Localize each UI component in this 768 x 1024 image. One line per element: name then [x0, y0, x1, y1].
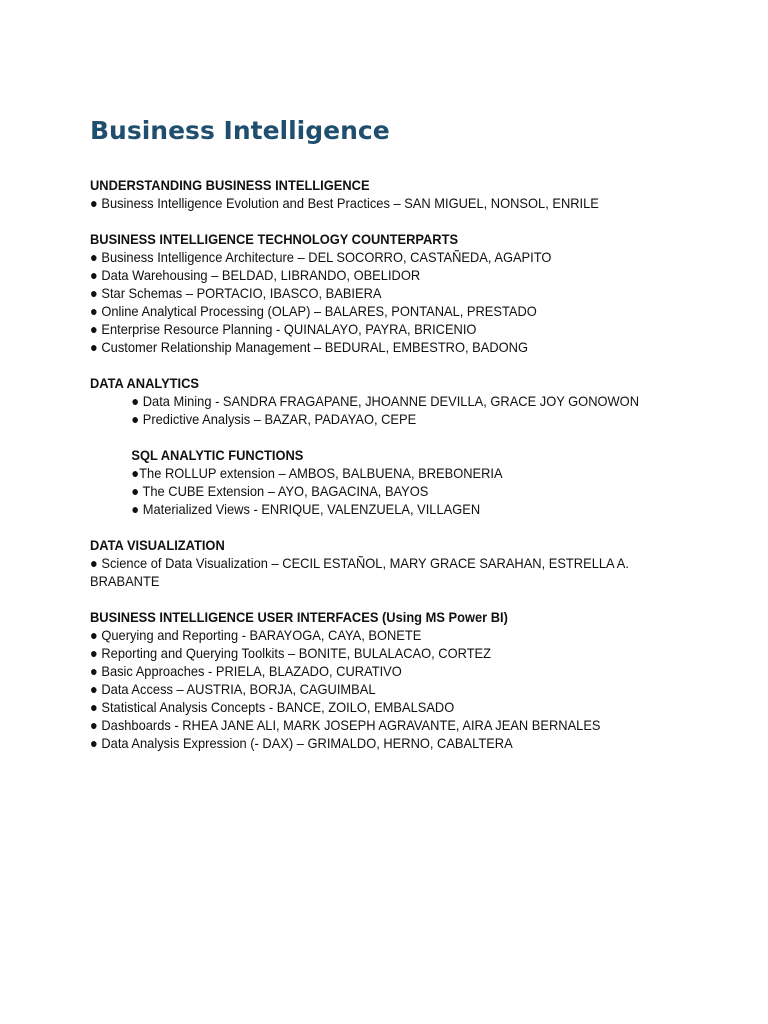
list-item: ● Statistical Analysis Concepts - BANCE, ZOILO, EMBALSADO [90, 699, 455, 715]
section-analytics [90, 374, 642, 518]
list-item: ● Business Intelligence Evolution and Best Practices – SAN MIGUEL, NONSOL, ENRILE [90, 195, 599, 211]
section-heading: DATA VISUALIZATION [90, 537, 225, 553]
subsection-heading: SQL ANALYTIC FUNCTIONS [131, 447, 304, 463]
subsection-sql [90, 446, 642, 518]
section-heading: UNDERSTANDING BUSINESS INTELLIGENCE [90, 177, 370, 193]
section-interfaces [90, 608, 642, 752]
list-item: ● Science of Data Visualization – CECIL ESTAÑOL, MARY GRACE SARAHAN, ESTRELLA A. BRABANTE [90, 555, 629, 589]
document-page [90, 113, 642, 770]
list-item: ● Dashboards - RHEA JANE ALI, MARK JOSEPH AGRAVANTE, AIRA JEAN BERNALES [90, 717, 601, 733]
list-item: ● Basic Approaches - PRIELA, BLAZADO, CURATIVO [90, 663, 402, 679]
list-item: ●The ROLLUP extension – AMBOS, BALBUENA, BREBONERIA [131, 465, 503, 481]
list-item: ● Reporting and Querying Toolkits – BONITE, BULALACAO, CORTEZ [90, 645, 492, 661]
section-heading: BUSINESS INTELLIGENCE USER INTERFACES (Using MS Power BI) [90, 609, 508, 625]
section-heading: BUSINESS INTELLIGENCE TECHNOLOGY COUNTERPARTS [90, 231, 459, 247]
section-technology [90, 230, 642, 356]
list-item: ● Querying and Reporting - BARAYOGA, CAYA, BONETE [90, 627, 422, 643]
list-item: ● Data Access – AUSTRIA, BORJA, CAGUIMBAL [90, 681, 376, 697]
section-understanding [90, 176, 642, 212]
section-visualization [90, 536, 642, 590]
list-item: ● Online Analytical Processing (OLAP) – BALARES, PONTANAL, PRESTADO [90, 303, 537, 319]
list-item: ● Star Schemas – PORTACIO, IBASCO, BABIERA [90, 285, 382, 301]
list-item: ● Materialized Views - ENRIQUE, VALENZUELA, VILLAGEN [131, 501, 481, 517]
list-item: ● Customer Relationship Management – BEDURAL, EMBESTRO, BADONG [90, 339, 528, 355]
list-item: ● Data Warehousing – BELDAD, LIBRANDO, OBELIDOR [90, 267, 421, 283]
page-title: Business Intelligence [90, 116, 390, 145]
list-item: ● Enterprise Resource Planning - QUINALAYO, PAYRA, BRICENIO [90, 321, 477, 337]
section-heading: DATA ANALYTICS [90, 375, 200, 391]
list-item: ● Predictive Analysis – BAZAR, PADAYAO, CEPE [131, 411, 417, 427]
list-item: ● Data Mining - SANDRA FRAGAPANE, JHOANNE DEVILLA, GRACE JOY GONOWON [131, 393, 639, 409]
list-item: ● Data Analysis Expression (- DAX) – GRIMALDO, HERNO, CABALTERA [90, 735, 513, 751]
list-item: ● The CUBE Extension – AYO, BAGACINA, BAYOS [131, 483, 429, 499]
list-item: ● Business Intelligence Architecture – DEL SOCORRO, CASTAÑEDA, AGAPITO [90, 249, 552, 265]
